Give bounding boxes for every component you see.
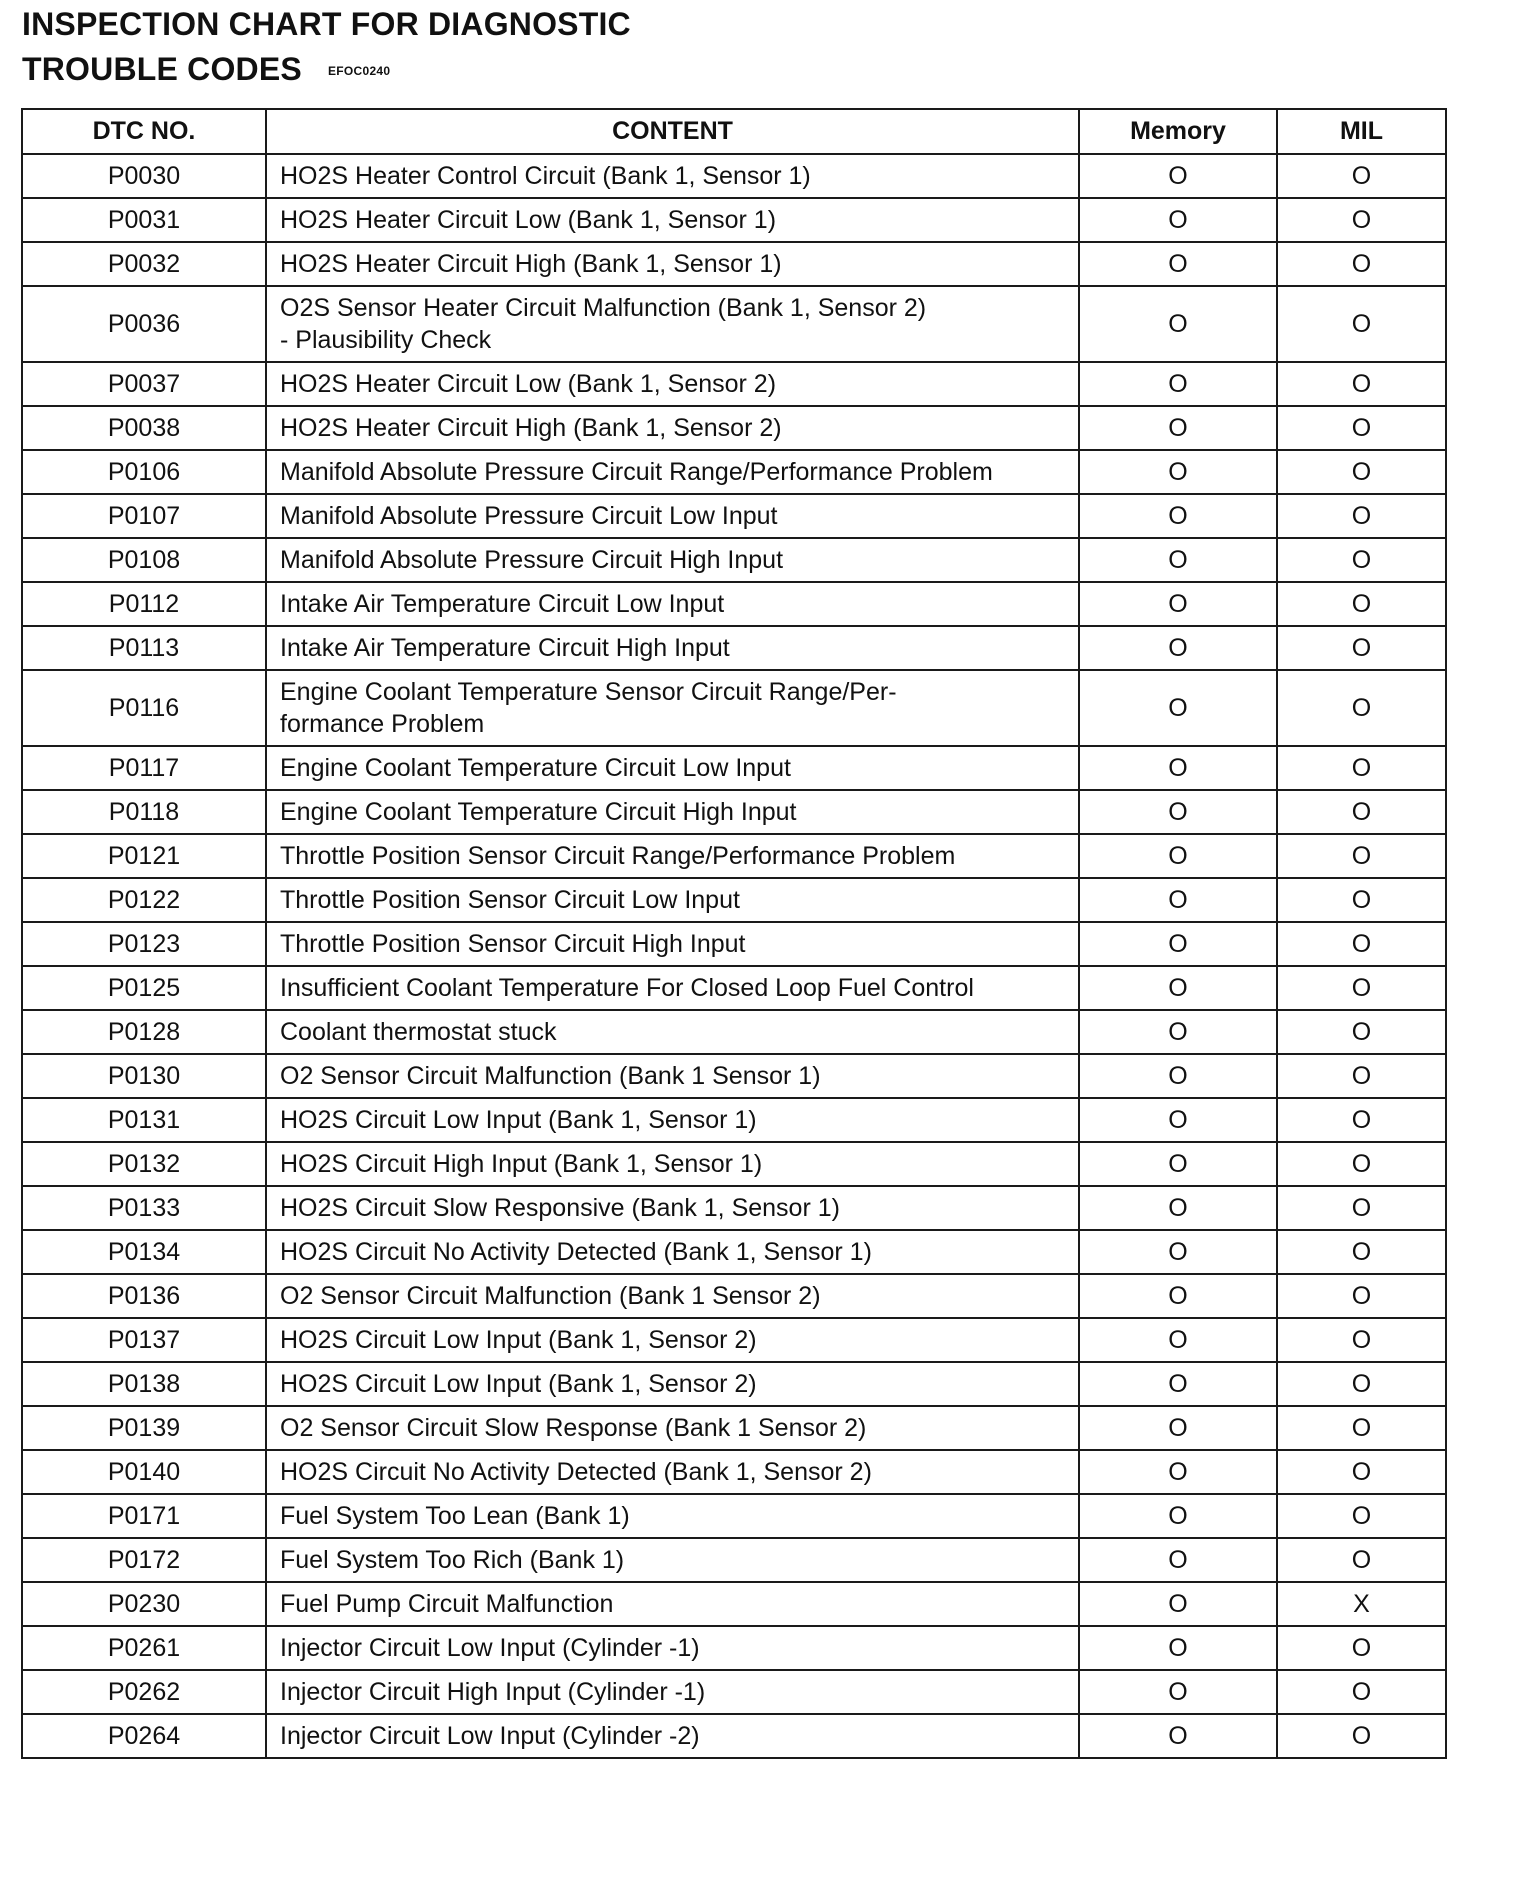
mil-cell: O [1277,1714,1446,1758]
mil-cell: O [1277,626,1446,670]
mil-cell: O [1277,494,1446,538]
memory-cell: O [1079,966,1277,1010]
content-cell [266,1714,1079,1758]
content-cell [266,1274,1079,1318]
memory-cell: O [1079,1714,1277,1758]
content-line: HO2S Heater Circuit Low (Bank 1, Sensor 2) [280,370,777,398]
content-line: Manifold Absolute Pressure Circuit Range/Performance Problem [280,458,993,486]
table-row [22,154,1446,198]
mil-cell: O [1277,1142,1446,1186]
dtc-code-cell: P0117 [22,746,266,790]
mil-cell: O [1277,1054,1446,1098]
memory-cell: O [1079,746,1277,790]
content-line: HO2S Heater Circuit High (Bank 1, Sensor 1) [280,250,782,278]
mil-cell: O [1277,538,1446,582]
table-row [22,286,1446,362]
content-line: Fuel Pump Circuit Malfunction [280,1590,614,1618]
table-row [22,538,1446,582]
table-row [22,1098,1446,1142]
content-cell [266,582,1079,626]
mil-cell: O [1277,1098,1446,1142]
content-cell [266,1142,1079,1186]
mil-cell: O [1277,1626,1446,1670]
content-cell [266,1626,1079,1670]
dtc-inspection-table [21,108,1447,1759]
content-cell [266,538,1079,582]
content-line: Intake Air Temperature Circuit High Input [280,634,730,662]
content-line: Injector Circuit Low Input (Cylinder -2) [280,1722,700,1750]
dtc-code-cell: P0036 [22,286,266,362]
content-cell [266,242,1079,286]
content-cell [266,1582,1079,1626]
mil-cell: O [1277,1318,1446,1362]
title-line-2 [22,47,631,94]
memory-cell: O [1079,1186,1277,1230]
dtc-code-cell: P0032 [22,242,266,286]
dtc-code-cell: P0106 [22,450,266,494]
dtc-code-cell: P0113 [22,626,266,670]
content-line: Manifold Absolute Pressure Circuit Low Input [280,502,778,530]
mil-cell: O [1277,1450,1446,1494]
mil-cell: O [1277,1406,1446,1450]
memory-cell: O [1079,198,1277,242]
mil-cell: O [1277,154,1446,198]
memory-cell: O [1079,582,1277,626]
mil-cell: O [1277,1186,1446,1230]
mil-cell: O [1277,582,1446,626]
table-row [22,362,1446,406]
table-row [22,626,1446,670]
content-cell [266,494,1079,538]
content-line: Throttle Position Sensor Circuit Range/Performance Problem [280,842,956,870]
mil-cell: O [1277,922,1446,966]
header-content: CONTENT [266,109,1079,154]
title-line-1: INSPECTION CHART FOR DIAGNOSTIC [22,6,631,42]
dtc-code-cell: P0031 [22,198,266,242]
mil-cell: O [1277,1362,1446,1406]
content-cell [266,154,1079,198]
dtc-code-cell: P0123 [22,922,266,966]
content-line: HO2S Heater Circuit Low (Bank 1, Sensor 1) [280,206,777,234]
content-line: HO2S Circuit No Activity Detected (Bank 1, Sensor 2) [280,1458,872,1486]
dtc-code-cell: P0122 [22,878,266,922]
content-cell [266,834,1079,878]
memory-cell: O [1079,362,1277,406]
memory-cell: O [1079,1362,1277,1406]
memory-cell: O [1079,242,1277,286]
content-line: Fuel System Too Lean (Bank 1) [280,1502,630,1530]
memory-cell: O [1079,286,1277,362]
table-row [22,922,1446,966]
memory-cell: O [1079,1010,1277,1054]
table-row [22,1362,1446,1406]
table-row [22,1406,1446,1450]
content-cell [266,1230,1079,1274]
memory-cell: O [1079,834,1277,878]
dtc-code-cell: P0108 [22,538,266,582]
table-row [22,790,1446,834]
mil-cell: O [1277,450,1446,494]
dtc-code-cell: P0112 [22,582,266,626]
dtc-code-cell: P0121 [22,834,266,878]
content-line: Insufficient Coolant Temperature For Closed Loop Fuel Control [280,974,974,1002]
content-line: HO2S Circuit No Activity Detected (Bank 1, Sensor 1) [280,1238,872,1266]
dtc-code-cell: P0132 [22,1142,266,1186]
memory-cell: O [1079,1142,1277,1186]
content-cell [266,1494,1079,1538]
dtc-code-cell: P0140 [22,1450,266,1494]
dtc-code-cell: P0139 [22,1406,266,1450]
memory-cell: O [1079,406,1277,450]
content-cell [266,198,1079,242]
memory-cell: O [1079,1098,1277,1142]
header-mil: MIL [1277,109,1446,154]
content-line: Engine Coolant Temperature Circuit High Input [280,798,797,826]
dtc-code-cell: P0264 [22,1714,266,1758]
dtc-code-cell: P0030 [22,154,266,198]
dtc-code-cell: P0128 [22,1010,266,1054]
dtc-code-cell: P0125 [22,966,266,1010]
mil-cell: O [1277,746,1446,790]
dtc-code-cell: P0137 [22,1318,266,1362]
dtc-code-cell: P0134 [22,1230,266,1274]
table-row [22,1186,1446,1230]
memory-cell: O [1079,1582,1277,1626]
memory-cell: O [1079,1230,1277,1274]
table-row [22,582,1446,626]
content-line: Engine Coolant Temperature Circuit Low Input [280,754,791,782]
content-line: O2 Sensor Circuit Malfunction (Bank 1 Sensor 1) [280,1062,821,1090]
table-row [22,1230,1446,1274]
mil-cell: O [1277,790,1446,834]
content-cell [266,406,1079,450]
dtc-code-cell: P0130 [22,1054,266,1098]
table-row [22,966,1446,1010]
content-line: HO2S Circuit Low Input (Bank 1, Sensor 1) [280,1106,757,1134]
table-body [22,154,1446,1758]
mil-cell: O [1277,1494,1446,1538]
memory-cell: O [1079,538,1277,582]
memory-cell: O [1079,1054,1277,1098]
content-cell [266,1186,1079,1230]
mil-cell: O [1277,406,1446,450]
content-cell [266,1538,1079,1582]
dtc-code-cell: P0171 [22,1494,266,1538]
memory-cell: O [1079,154,1277,198]
mil-cell: O [1277,362,1446,406]
table-row [22,198,1446,242]
mil-cell: O [1277,1538,1446,1582]
memory-cell: O [1079,1670,1277,1714]
mil-cell: X [1277,1582,1446,1626]
content-line: HO2S Circuit Low Input (Bank 1, Sensor 2) [280,1370,757,1398]
table-row [22,1318,1446,1362]
content-line: Engine Coolant Temperature Sensor Circuit Range/Per- [280,678,897,706]
dtc-code-cell: P0133 [22,1186,266,1230]
table-row [22,878,1446,922]
content-cell [266,1010,1079,1054]
memory-cell: O [1079,670,1277,746]
table-row [22,834,1446,878]
content-cell [266,1098,1079,1142]
content-line: Injector Circuit Low Input (Cylinder -1) [280,1634,700,1662]
table-row [22,1670,1446,1714]
content-line: Manifold Absolute Pressure Circuit High Input [280,546,784,574]
table-row [22,1054,1446,1098]
content-cell [266,878,1079,922]
memory-cell: O [1079,626,1277,670]
table-row [22,494,1446,538]
mil-cell: O [1277,1230,1446,1274]
table-row [22,406,1446,450]
content-cell [266,966,1079,1010]
title-line-2-text: TROUBLE CODES [22,51,302,87]
table-row [22,1494,1446,1538]
dtc-code-cell: P0037 [22,362,266,406]
content-line: - Plausibility Check [280,326,492,354]
table-row [22,450,1446,494]
memory-cell: O [1079,450,1277,494]
mil-cell: O [1277,198,1446,242]
table-row [22,1538,1446,1582]
table-row [22,1274,1446,1318]
mil-cell: O [1277,834,1446,878]
dtc-code-cell: P0136 [22,1274,266,1318]
header-dtc-no: DTC NO. [22,109,266,154]
table-row [22,670,1446,746]
memory-cell: O [1079,1318,1277,1362]
content-cell [266,362,1079,406]
content-line: HO2S Heater Control Circuit (Bank 1, Sensor 1) [280,162,811,190]
content-line: HO2S Circuit High Input (Bank 1, Sensor 1) [280,1150,763,1178]
memory-cell: O [1079,1274,1277,1318]
dtc-code-cell: P0118 [22,790,266,834]
memory-cell: O [1079,494,1277,538]
table-row [22,1582,1446,1626]
mil-cell: O [1277,878,1446,922]
table-row [22,1142,1446,1186]
content-line: O2 Sensor Circuit Malfunction (Bank 1 Sensor 2) [280,1282,821,1310]
memory-cell: O [1079,1494,1277,1538]
table-row [22,1626,1446,1670]
content-cell [266,286,1079,362]
dtc-code-cell: P0138 [22,1362,266,1406]
table-row [22,1010,1446,1054]
mil-cell: O [1277,1274,1446,1318]
content-cell [266,670,1079,746]
page-title [22,2,631,94]
content-cell [266,1362,1079,1406]
dtc-code-cell: P0262 [22,1670,266,1714]
mil-cell: O [1277,286,1446,362]
content-cell [266,1406,1079,1450]
content-line: Injector Circuit High Input (Cylinder -1) [280,1678,706,1706]
memory-cell: O [1079,1406,1277,1450]
content-cell [266,1054,1079,1098]
memory-cell: O [1079,1538,1277,1582]
content-cell [266,626,1079,670]
dtc-code-cell: P0107 [22,494,266,538]
memory-cell: O [1079,1626,1277,1670]
content-cell [266,1318,1079,1362]
mil-cell: O [1277,670,1446,746]
memory-cell: O [1079,922,1277,966]
content-cell [266,1670,1079,1714]
content-line: HO2S Heater Circuit High (Bank 1, Sensor 2) [280,414,782,442]
content-line: Throttle Position Sensor Circuit High Input [280,930,746,958]
dtc-code-cell: P0172 [22,1538,266,1582]
table-row [22,746,1446,790]
content-cell [266,746,1079,790]
table-row [22,1714,1446,1758]
content-cell [266,1450,1079,1494]
content-line: Intake Air Temperature Circuit Low Input [280,590,725,618]
content-line: Throttle Position Sensor Circuit Low Input [280,886,740,914]
content-cell [266,790,1079,834]
mil-cell: O [1277,966,1446,1010]
memory-cell: O [1079,878,1277,922]
content-line: HO2S Circuit Slow Responsive (Bank 1, Sensor 1) [280,1194,840,1222]
content-line: formance Problem [280,710,485,738]
memory-cell: O [1079,790,1277,834]
content-cell [266,922,1079,966]
content-line: HO2S Circuit Low Input (Bank 1, Sensor 2) [280,1326,757,1354]
document-code: EFOC0240 [327,64,391,79]
dtc-code-cell: P0230 [22,1582,266,1626]
content-line: Fuel System Too Rich (Bank 1) [280,1546,625,1574]
dtc-code-cell: P0038 [22,406,266,450]
table-row [22,1450,1446,1494]
memory-cell: O [1079,1450,1277,1494]
header-memory: Memory [1079,109,1277,154]
table-header-row [22,109,1446,154]
mil-cell: O [1277,242,1446,286]
content-line: Coolant thermostat stuck [280,1018,557,1046]
content-line: O2 Sensor Circuit Slow Response (Bank 1 Sensor 2) [280,1414,867,1442]
dtc-code-cell: P0116 [22,670,266,746]
dtc-code-cell: P0261 [22,1626,266,1670]
dtc-code-cell: P0131 [22,1098,266,1142]
mil-cell: O [1277,1010,1446,1054]
mil-cell: O [1277,1670,1446,1714]
content-line: O2S Sensor Heater Circuit Malfunction (Bank 1, Sensor 2) [280,294,927,322]
table-row [22,242,1446,286]
content-cell [266,450,1079,494]
